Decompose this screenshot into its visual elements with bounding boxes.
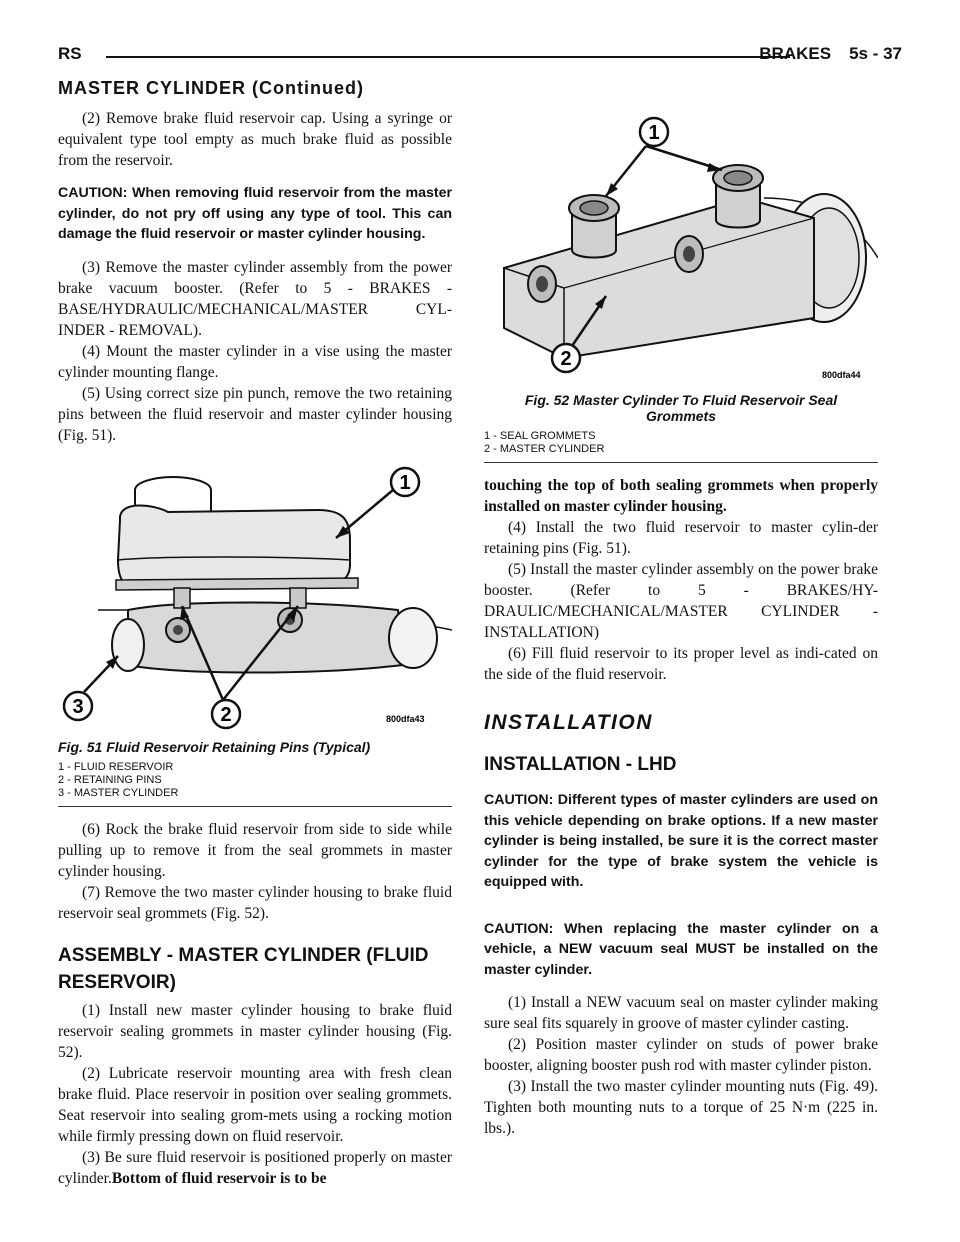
figure-52-code: 800dfa44 [822,370,861,380]
step-install-pins: (4) Install the two fluid reservoir to master cylin-der retaining pins (Fig. 51). [484,519,878,557]
step-position-text: (3) Be sure fluid reservoir is positioned properly on master cylinder. [58,1148,452,1187]
step-rock-reservoir: (6) Rock the brake fluid reservoir from side to side while pulling up to remove it from the seal grommets in master cylinder housing. [58,820,452,880]
step-mount-vise: (4) Mount the master cylinder in a vise using the master cylinder mounting flange. [58,342,452,381]
step-remove-grommets: (7) Remove the two master cylinder housing to brake fluid reservoir seal grommets (Fig. 52). [58,883,452,922]
figure-52-caption-line1: Fig. 52 Master Cylinder To Fluid Reservoir Seal [524,392,838,408]
page-number: 5s - 37 [849,44,902,63]
installation-lhd-heading: INSTALLATION - LHD [484,754,677,775]
step-lubricate: (2) Lubricate reservoir mounting area with fresh clean brake fluid. Place reservoir in position over sealing grommets. Seat reservoir into sealing grom-mets using a rocking motion while firmly pressing down on fluid reservoir. [58,1064,452,1145]
figure-52-caption-line2: Grommets [645,408,717,424]
left-column [58,108,452,1189]
header-rule [106,56,790,58]
step-remove-assembly: (3) Remove the master cylinder assembly from the power brake vacuum booster. (Refer to 5 - BRAKES - BASE/HYDRAULIC/MECHANICAL/MASTER CYL-INDER - REMOVAL). [58,258,452,339]
header-section-code: RS [58,44,82,63]
step-remove-pins: (5) Using correct size pin punch, remove the two retaining pins between the fluid reservoir and master cylinder housing (Fig. 51). [58,384,452,444]
step-position-reservoir [58,1147,452,1189]
callout-1-label: 1 [648,122,660,144]
step-install-nuts: (3) Install the two master cylinder mounting nuts (Fig. 49). Tighten both mounting nuts to a torque of 25 N·m (225 in. lbs.). [484,1078,878,1137]
step-position-bold: Bottom of fluid reservoir is to be [111,1169,327,1187]
step-fill-reservoir: (6) Fill fluid reservoir to its proper level as indi-cated on the side of the fluid reservoir. [484,645,878,683]
callout-2-label: 2 [220,703,232,726]
legend-item: 2 - RETAINING PINS [58,773,162,786]
caution-vacuum-seal: CAUTION: When replacing the master cylinder on a vehicle, a NEW vacuum seal MUST be installed on the master cylinder. [484,920,878,978]
legend-item: 2 - MASTER CYLINDER [484,443,605,455]
step-install-assembly: (5) Install the master cylinder assembly on the power brake booster. (Refer to 5 - BRAKES/HY-DRAULIC/MECHANICAL/MASTER CYLINDER - INSTALLATION) [484,561,878,641]
step-install-grommets: (1) Install new master cylinder housing to brake fluid reservoir sealing grommets in master cylinder housing (Fig. 52). [58,1001,452,1061]
step-position-cylinder: (2) Position master cylinder on studs of power brake booster, aligning booster push rod with master cylinder piston. [484,1036,878,1074]
step-remove-cap: (2) Remove brake fluid reservoir cap. Using a syringe or equivalent type tool empty as much brake fluid as possible from the reservoir. [58,110,452,169]
figure-51 [58,460,452,807]
figure-52-caption [484,392,878,424]
continued-title: MASTER CYLINDER (Continued) [58,78,364,98]
header-right [759,44,902,64]
installation-heading: INSTALLATION [484,711,653,734]
legend-item: 1 - SEAL GROMMETS [484,430,596,442]
callout-1-label: 1 [399,471,411,494]
figure-51-code: 800dfa43 [386,713,425,724]
figure-52-illustration [484,108,878,388]
legend-item: 3 - MASTER CYLINDER [58,786,179,799]
caution-reservoir: CAUTION: When removing fluid reservoir from the master cylinder, do not pry off using any type of tool. This can damage the fluid reservoir or master cylinder housing. [58,185,452,242]
figure-51-illustration [58,460,452,735]
step-install-seal: (1) Install a NEW vacuum seal on master cylinder making sure seal fits squarely in groove of master cylinder casting. [484,994,878,1032]
legend-item: 1 - FLUID RESERVOIR [58,760,174,773]
figure-52 [484,108,878,463]
step-position-bold-continued: touching the top of both sealing grommets when properly installed on master cylinder housing. [484,477,878,515]
figure-51-legend [58,761,452,807]
assembly-heading: ASSEMBLY - MASTER CYLINDER (FLUID RESERVOIR) [58,944,429,993]
right-column [484,108,878,1139]
figure-51-caption: Fig. 51 Fluid Reservoir Retaining Pins (Typical) [58,738,371,755]
caution-types: CAUTION: Different types of master cylinders are used on this vehicle depending on brake options. If a new master cylinder is being installed, be sure it is the correct master cylinder for the type of brake system the vehicle is equipped with. [484,792,878,890]
figure-52-legend [484,430,878,463]
header-section-title: BRAKES [759,44,832,63]
callout-3-label: 3 [72,695,84,718]
callout-2-label: 2 [560,348,572,370]
